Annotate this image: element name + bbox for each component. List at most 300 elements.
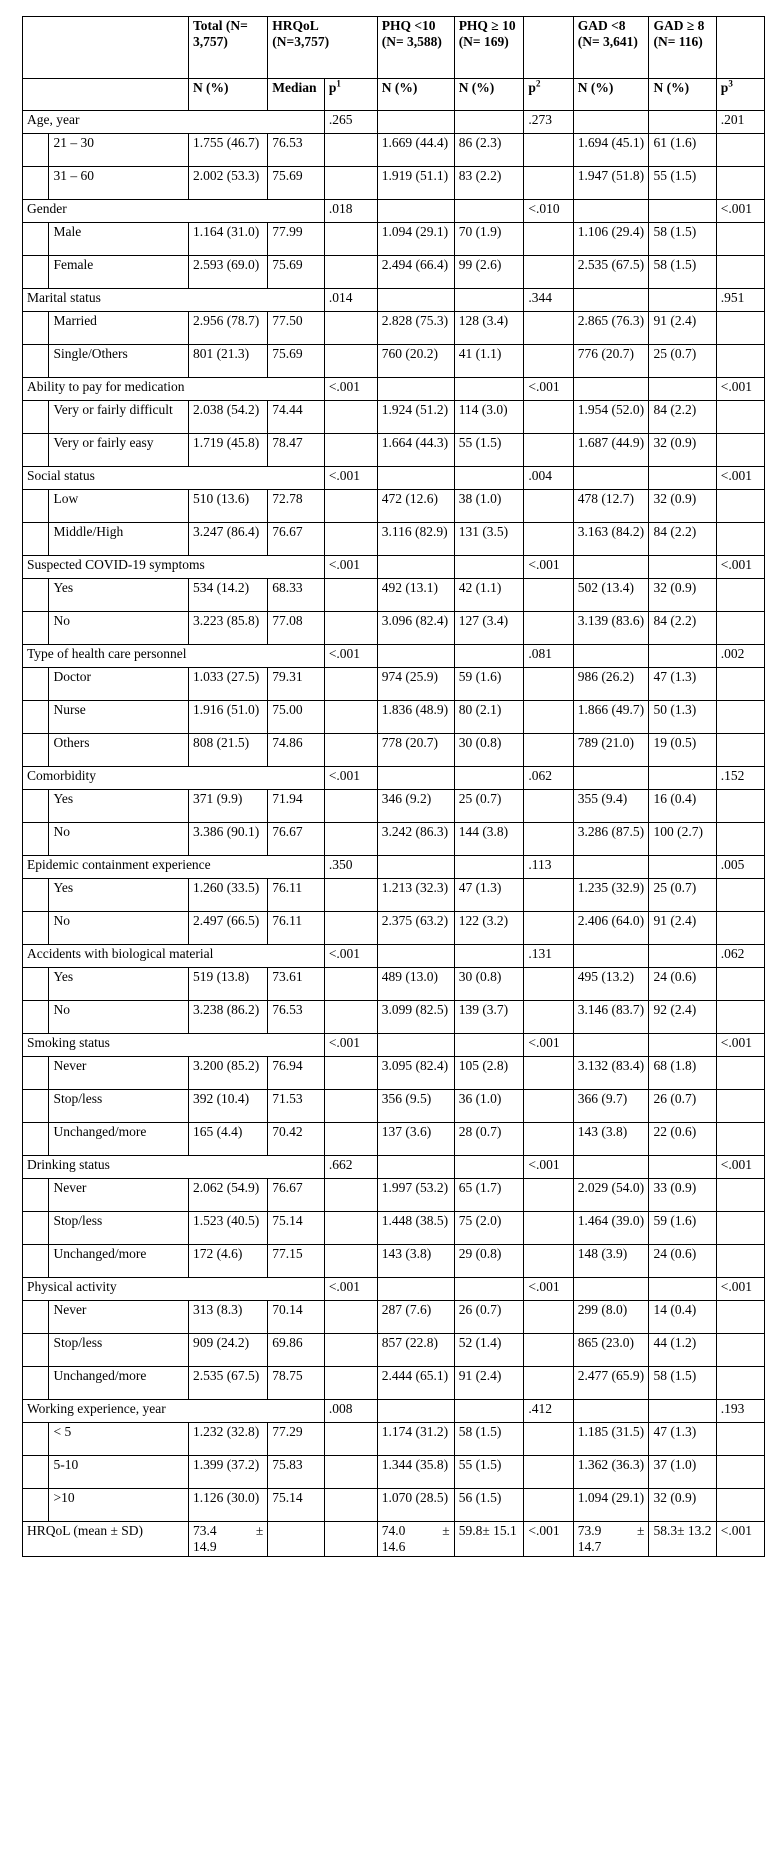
cell-p1-empty [324,1367,377,1400]
cell-gad-ge: 24 (0.6) [649,1245,716,1278]
category-p3: .951 [716,289,764,312]
header-phq-lt10: PHQ <10 (N= 3,588) [377,17,454,79]
cell-phq-lt: 1.344 (35.8) [377,1456,454,1489]
indent-cell [23,1489,49,1522]
mean-total-sd: 14.9 [192,1539,217,1554]
cell-phq-lt: 356 (9.5) [377,1090,454,1123]
cell-phq-ge: 75 (2.0) [454,1212,524,1245]
cell-median: 71.53 [268,1090,325,1123]
cell-p1-empty [324,790,377,823]
category-row [23,467,765,490]
cell-phq-ge: 55 (1.5) [454,1456,524,1489]
cell-phq-ge: 42 (1.1) [454,579,524,612]
cell-p1-empty [324,256,377,289]
category-p1: .008 [324,1400,377,1423]
header-gad-ge8: GAD ≥ 8 (N= 116) [649,17,716,79]
indent-cell [23,701,49,734]
category-p2: .004 [524,467,573,490]
subgroup-label: No [49,1001,188,1034]
cell-gad-ge: 25 (0.7) [649,879,716,912]
subgroup-row [23,1245,765,1278]
category-empty-phq-lt [377,556,454,579]
cell-gad-lt: 1.947 (51.8) [573,167,649,200]
mean-row-median-empty [268,1522,325,1557]
indent-cell [23,1245,49,1278]
cell-p3-empty [716,912,764,945]
subheader-p1 [324,79,377,111]
category-empty-gad-ge [649,378,716,401]
cell-phq-ge: 29 (0.8) [454,1245,524,1278]
cell-p3-empty [716,523,764,556]
p1-label: p [328,80,337,95]
category-row [23,289,765,312]
cell-p1-empty [324,1001,377,1034]
subgroup-label: Stop/less [49,1090,188,1123]
cell-p2-empty [524,579,573,612]
cell-phq-ge: 114 (3.0) [454,401,524,434]
cell-phq-ge: 139 (3.7) [454,1001,524,1034]
category-label: Gender [23,200,325,223]
subgroup-label: Yes [49,579,188,612]
cell-total: 808 (21.5) [188,734,267,767]
category-empty-gad-lt [573,767,649,790]
category-row [23,1278,765,1301]
category-p2: .062 [524,767,573,790]
category-empty-gad-lt [573,556,649,579]
cell-total: 392 (10.4) [188,1090,267,1123]
cell-p2-empty [524,823,573,856]
cell-gad-ge: 61 (1.6) [649,134,716,167]
indent-cell [23,734,49,767]
indent-cell [23,434,49,467]
cell-p2-empty [524,1456,573,1489]
cell-total: 3.200 (85.2) [188,1057,267,1090]
subgroup-label: Yes [49,879,188,912]
subgroup-row [23,434,765,467]
cell-gad-lt: 495 (13.2) [573,968,649,1001]
subgroup-label: 5-10 [49,1456,188,1489]
cell-gad-lt: 148 (3.9) [573,1245,649,1278]
cell-median: 75.00 [268,701,325,734]
subgroup-row [23,1001,765,1034]
cell-gad-lt: 2.029 (54.0) [573,1179,649,1212]
cell-p3-empty [716,256,764,289]
header-total: Total (N= 3,757) [188,17,267,79]
indent-cell [23,968,49,1001]
cell-p3-empty [716,1090,764,1123]
category-empty-phq-ge [454,1400,524,1423]
cell-total: 3.223 (85.8) [188,612,267,645]
category-p3: .193 [716,1400,764,1423]
cell-gad-lt: 3.139 (83.6) [573,612,649,645]
indent-cell [23,1334,49,1367]
category-row [23,645,765,668]
category-empty-phq-lt [377,1278,454,1301]
cell-p3-empty [716,1489,764,1522]
subgroup-label: Doctor [49,668,188,701]
cell-p1-empty [324,223,377,256]
cell-p2-empty [524,401,573,434]
cell-phq-ge: 70 (1.9) [454,223,524,256]
indent-cell [23,345,49,378]
cell-total: 519 (13.8) [188,968,267,1001]
header-empty-p2 [524,17,573,79]
cell-p2-empty [524,879,573,912]
cell-p3-empty [716,668,764,701]
cell-p3-empty [716,312,764,345]
cell-total: 1.399 (37.2) [188,1456,267,1489]
mean-row-p2: <.001 [524,1522,573,1557]
mean-row-p1-empty [324,1522,377,1557]
cell-gad-ge: 84 (2.2) [649,401,716,434]
subgroup-label: Very or fairly easy [49,434,188,467]
subgroup-label: >10 [49,1489,188,1522]
cell-p3-empty [716,167,764,200]
cell-gad-lt: 1.235 (32.9) [573,879,649,912]
cell-median: 73.61 [268,968,325,1001]
category-row [23,200,765,223]
category-empty-gad-ge [649,645,716,668]
category-row [23,378,765,401]
category-p2: <.001 [524,556,573,579]
indent-cell [23,1212,49,1245]
cell-gad-ge: 91 (2.4) [649,912,716,945]
cell-phq-lt: 1.094 (29.1) [377,223,454,256]
category-empty-gad-ge [649,767,716,790]
cell-phq-lt: 1.213 (32.3) [377,879,454,912]
cell-phq-lt: 1.836 (48.9) [377,701,454,734]
cell-median: 77.29 [268,1423,325,1456]
indent-cell [23,1367,49,1400]
cell-gad-ge: 14 (0.4) [649,1301,716,1334]
cell-p2-empty [524,1489,573,1522]
cell-gad-ge: 50 (1.3) [649,701,716,734]
cell-gad-ge: 32 (0.9) [649,434,716,467]
cell-total: 534 (14.2) [188,579,267,612]
cell-gad-lt: 299 (8.0) [573,1301,649,1334]
cell-p1-empty [324,434,377,467]
cell-gad-lt: 478 (12.7) [573,490,649,523]
cell-gad-lt: 366 (9.7) [573,1090,649,1123]
cell-p3-empty [716,1423,764,1456]
cell-total: 2.038 (54.2) [188,401,267,434]
cell-p3-empty [716,1301,764,1334]
cell-phq-lt: 3.096 (82.4) [377,612,454,645]
subgroup-row [23,1212,765,1245]
cell-phq-ge: 122 (3.2) [454,912,524,945]
subgroup-row [23,668,765,701]
category-empty-phq-lt [377,289,454,312]
subgroup-row [23,223,765,256]
cell-p1-empty [324,1212,377,1245]
category-empty-phq-ge [454,467,524,490]
cell-p2-empty [524,1123,573,1156]
cell-phq-lt: 778 (20.7) [377,734,454,767]
mean-row-label: HRQoL (mean ± SD) [23,1522,189,1557]
subheader-median: Median [268,79,325,111]
category-p1: .350 [324,856,377,879]
category-empty-gad-ge [649,289,716,312]
subgroup-label: Unchanged/more [49,1367,188,1400]
cell-p1-empty [324,1489,377,1522]
subgroup-row [23,790,765,823]
cell-gad-lt: 2.477 (65.9) [573,1367,649,1400]
category-p1: <.001 [324,556,377,579]
category-empty-phq-ge [454,200,524,223]
subgroup-label: Married [49,312,188,345]
cell-median: 76.67 [268,523,325,556]
subgroup-label: Unchanged/more [49,1123,188,1156]
category-p1: .018 [324,200,377,223]
cell-median: 77.08 [268,612,325,645]
category-row [23,1400,765,1423]
cell-phq-lt: 2.828 (75.3) [377,312,454,345]
indent-cell [23,312,49,345]
cell-phq-lt: 1.448 (38.5) [377,1212,454,1245]
category-row [23,111,765,134]
category-empty-gad-ge [649,556,716,579]
category-empty-phq-lt [377,200,454,223]
indent-cell [23,223,49,256]
subgroup-row [23,312,765,345]
cell-phq-ge: 38 (1.0) [454,490,524,523]
p3-sup: 3 [728,78,733,89]
cell-p2-empty [524,167,573,200]
cell-phq-lt: 974 (25.9) [377,668,454,701]
cell-phq-ge: 25 (0.7) [454,790,524,823]
category-label: Comorbidity [23,767,325,790]
cell-median: 77.15 [268,1245,325,1278]
category-label: Physical activity [23,1278,325,1301]
category-empty-gad-lt [573,467,649,490]
category-empty-phq-lt [377,1034,454,1057]
cell-gad-lt: 1.094 (29.1) [573,1489,649,1522]
cell-p3-empty [716,823,764,856]
category-label: Type of health care personnel [23,645,325,668]
subgroup-label: Stop/less [49,1212,188,1245]
cell-p3-empty [716,490,764,523]
cell-phq-ge: 83 (2.2) [454,167,524,200]
cell-total: 2.062 (54.9) [188,1179,267,1212]
cell-phq-ge: 128 (3.4) [454,312,524,345]
cell-total: 2.593 (69.0) [188,256,267,289]
cell-p3-empty [716,1367,764,1400]
indent-cell [23,167,49,200]
subheader-total: N (%) [188,79,267,111]
category-empty-gad-ge [649,945,716,968]
category-label: Smoking status [23,1034,325,1057]
category-label: Working experience, year [23,1400,325,1423]
cell-total: 2.002 (53.3) [188,167,267,200]
cell-phq-ge: 41 (1.1) [454,345,524,378]
indent-cell [23,1301,49,1334]
cell-gad-ge: 100 (2.7) [649,823,716,856]
subheader-empty [23,79,189,111]
cell-phq-lt: 2.494 (66.4) [377,256,454,289]
subgroup-label: Unchanged/more [49,1245,188,1278]
cell-phq-lt: 2.444 (65.1) [377,1367,454,1400]
cell-p2-empty [524,1334,573,1367]
cell-p2-empty [524,345,573,378]
cell-median: 70.42 [268,1123,325,1156]
category-row [23,945,765,968]
cell-total: 510 (13.6) [188,490,267,523]
cell-p3-empty [716,1456,764,1489]
category-empty-gad-ge [649,856,716,879]
header-gad-lt8: GAD <8 (N= 3,641) [573,17,649,79]
cell-gad-lt: 2.406 (64.0) [573,912,649,945]
cell-phq-lt: 472 (12.6) [377,490,454,523]
cell-phq-lt: 1.997 (53.2) [377,1179,454,1212]
category-p2: <.001 [524,1278,573,1301]
cell-phq-lt: 1.924 (51.2) [377,401,454,434]
cell-gad-ge: 55 (1.5) [649,167,716,200]
category-label: Age, year [23,111,325,134]
category-p3: <.001 [716,1034,764,1057]
cell-p2-empty [524,912,573,945]
indent-cell [23,823,49,856]
cell-median: 75.83 [268,1456,325,1489]
cell-p1-empty [324,1456,377,1489]
category-p2: .081 [524,645,573,668]
cell-gad-lt: 355 (9.4) [573,790,649,823]
subheader-phq-ge: N (%) [454,79,524,111]
category-empty-phq-ge [454,289,524,312]
category-empty-phq-lt [377,856,454,879]
cell-median: 76.53 [268,1001,325,1034]
category-empty-gad-ge [649,467,716,490]
cell-p2-empty [524,523,573,556]
category-empty-gad-lt [573,289,649,312]
cell-total: 1.164 (31.0) [188,223,267,256]
subheader-row [23,79,765,111]
cell-median: 74.86 [268,734,325,767]
category-empty-gad-ge [649,1034,716,1057]
cell-gad-lt: 1.362 (36.3) [573,1456,649,1489]
cell-gad-ge: 84 (2.2) [649,612,716,645]
cell-p1-empty [324,134,377,167]
cell-gad-ge: 37 (1.0) [649,1456,716,1489]
category-p2: <.001 [524,1034,573,1057]
cell-median: 77.50 [268,312,325,345]
category-empty-gad-lt [573,1156,649,1179]
cell-phq-ge: 47 (1.3) [454,879,524,912]
cell-p1-empty [324,701,377,734]
cell-p2-empty [524,256,573,289]
cell-gad-ge: 58 (1.5) [649,256,716,289]
cell-phq-ge: 28 (0.7) [454,1123,524,1156]
cell-phq-lt: 857 (22.8) [377,1334,454,1367]
cell-p1-empty [324,345,377,378]
category-label: Suspected COVID-19 symptoms [23,556,325,579]
subgroup-row [23,1456,765,1489]
category-empty-phq-lt [377,945,454,968]
cell-total: 3.238 (86.2) [188,1001,267,1034]
cell-phq-ge: 30 (0.8) [454,734,524,767]
category-empty-phq-lt [377,1400,454,1423]
category-empty-gad-ge [649,111,716,134]
cell-phq-lt: 1.669 (44.4) [377,134,454,167]
category-p1: .014 [324,289,377,312]
cell-gad-lt: 1.687 (44.9) [573,434,649,467]
category-p3: .062 [716,945,764,968]
subgroup-label: 31 – 60 [49,167,188,200]
subgroup-label: Yes [49,968,188,1001]
category-p2: .412 [524,1400,573,1423]
cell-gad-lt: 502 (13.4) [573,579,649,612]
cell-p1-empty [324,912,377,945]
indent-cell [23,879,49,912]
subgroup-label: < 5 [49,1423,188,1456]
category-p3: <.001 [716,467,764,490]
cell-phq-lt: 1.664 (44.3) [377,434,454,467]
cell-p2-empty [524,1367,573,1400]
cell-gad-ge: 59 (1.6) [649,1212,716,1245]
cell-median: 74.44 [268,401,325,434]
cell-p1-empty [324,823,377,856]
subgroup-row [23,490,765,523]
cell-p3-empty [716,701,764,734]
cell-phq-ge: 58 (1.5) [454,1423,524,1456]
category-p2: <.001 [524,378,573,401]
cell-p3-empty [716,579,764,612]
category-empty-phq-lt [377,645,454,668]
cell-phq-lt: 137 (3.6) [377,1123,454,1156]
indent-cell [23,523,49,556]
cell-gad-lt: 865 (23.0) [573,1334,649,1367]
category-p2: .344 [524,289,573,312]
cell-gad-ge: 58 (1.5) [649,1367,716,1400]
subgroup-row [23,879,765,912]
category-p3: <.001 [716,1278,764,1301]
indent-cell [23,401,49,434]
cell-gad-lt: 1.106 (29.4) [573,223,649,256]
cell-p2-empty [524,1245,573,1278]
subgroup-row [23,1367,765,1400]
cell-phq-lt: 3.095 (82.4) [377,1057,454,1090]
subgroup-row [23,734,765,767]
category-empty-gad-lt [573,856,649,879]
cell-median: 76.11 [268,879,325,912]
category-p1: <.001 [324,767,377,790]
cell-median: 69.86 [268,1334,325,1367]
cell-median: 78.75 [268,1367,325,1400]
cell-phq-ge: 144 (3.8) [454,823,524,856]
cell-p2-empty [524,223,573,256]
subgroup-label: Stop/less [49,1334,188,1367]
cell-p2-empty [524,790,573,823]
cell-gad-ge: 58 (1.5) [649,223,716,256]
category-row [23,1156,765,1179]
cell-median: 76.11 [268,912,325,945]
cell-total: 172 (4.6) [188,1245,267,1278]
cell-phq-lt: 492 (13.1) [377,579,454,612]
cell-p1-empty [324,879,377,912]
subgroup-label: No [49,912,188,945]
cell-gad-lt: 3.286 (87.5) [573,823,649,856]
subgroup-row [23,1334,765,1367]
category-empty-phq-ge [454,556,524,579]
category-label: Drinking status [23,1156,325,1179]
cell-gad-ge: 32 (0.9) [649,490,716,523]
category-p1: <.001 [324,1034,377,1057]
header-row [23,17,765,79]
mean-row-phq-lt [377,1522,454,1557]
header-hrqol: HRQoL (N=3,757) [268,17,377,79]
category-empty-phq-ge [454,378,524,401]
indent-cell [23,790,49,823]
cell-gad-lt: 986 (26.2) [573,668,649,701]
